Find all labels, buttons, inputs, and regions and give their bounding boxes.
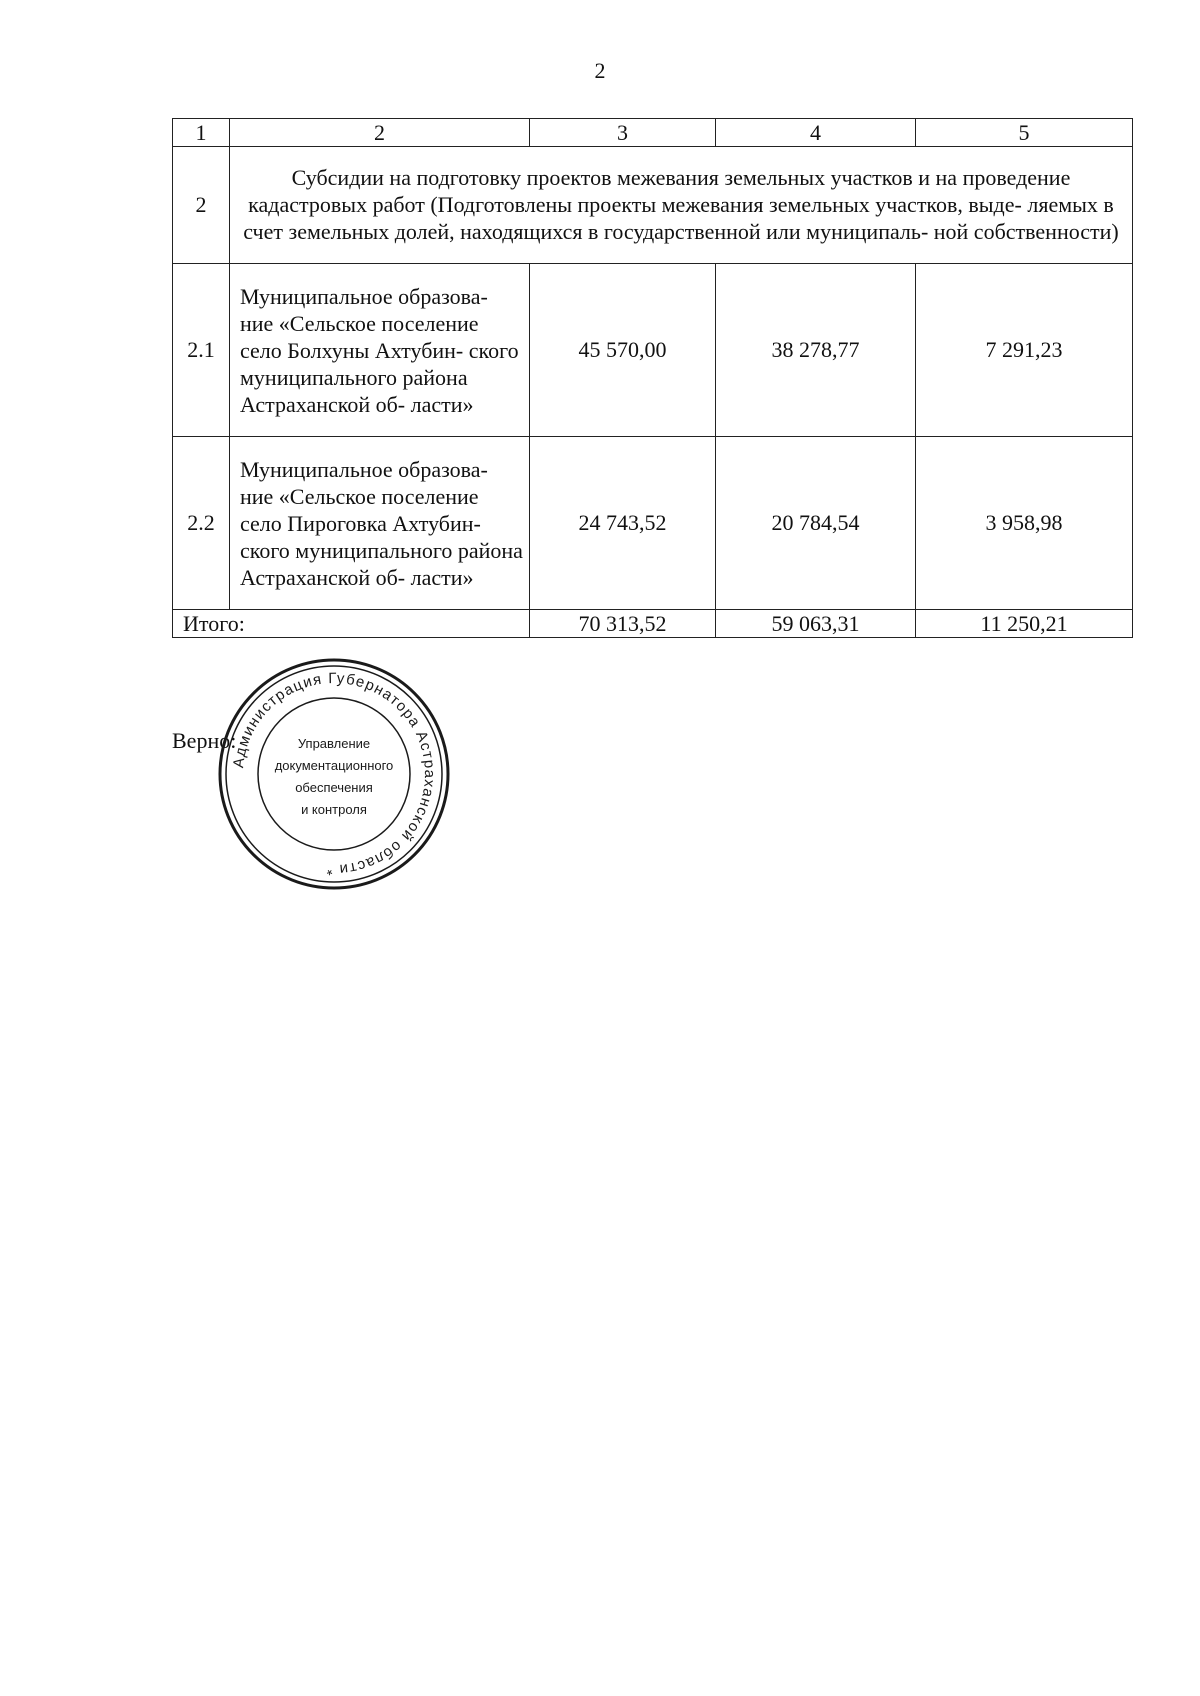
stamp-center-line-4: и контроля (301, 802, 367, 817)
stamp-center-line-1: Управление (297, 736, 371, 751)
stamp-inner-ring (258, 698, 410, 850)
municipality-name: Муниципальное образова- ние «Сельское поселение село Болхуны Ахтубин- ского муниципального района Астраханской об- ласти» (230, 264, 530, 437)
row-number: 2.2 (173, 437, 230, 610)
total-row (173, 610, 1133, 638)
total-col4: 59 063,31 (716, 610, 916, 638)
column-number-3: 3 (530, 119, 716, 147)
table-row (173, 264, 1133, 437)
stamp-ring-text: Администрация Губернатора Астраханской области * (230, 669, 439, 879)
value-col3: 24 743,52 (530, 437, 716, 610)
total-label: Итого: (173, 610, 530, 638)
table-row (173, 437, 1133, 610)
column-number-2: 2 (230, 119, 530, 147)
column-number-5: 5 (916, 119, 1133, 147)
column-number-1: 1 (173, 119, 230, 147)
value-col4: 38 278,77 (716, 264, 916, 437)
stamp-center-line-3: обеспечения (295, 780, 373, 795)
total-col5: 11 250,21 (916, 610, 1133, 638)
section-title: Субсидии на подготовку проектов межевания земельных участков и на проведение кадастровых работ (Подготовлены проекты межевания земельных участков, выде- ляемых в счет земельных долей, находящихся в государственной или муниципаль- ной собственности) (230, 147, 1133, 264)
column-number-row (173, 119, 1133, 147)
verification-label: Верно: (172, 728, 237, 753)
official-seal-stamp (216, 656, 452, 892)
section-number: 2 (173, 147, 230, 264)
page-number: 2 (594, 58, 606, 83)
stamp-outer-ring (220, 660, 448, 888)
row-number: 2.1 (173, 264, 230, 437)
value-col4: 20 784,54 (716, 437, 916, 610)
section-row (173, 147, 1133, 264)
stamp-center-line-2: документационного (274, 758, 394, 773)
municipality-name: Муниципальное образова- ние «Сельское поселение село Пироговка Ахтубин- ского муниципального района Астраханской об- ласти» (230, 437, 530, 610)
value-col3: 45 570,00 (530, 264, 716, 437)
value-col5: 3 958,98 (916, 437, 1133, 610)
subsidy-table (172, 118, 1133, 638)
column-number-4: 4 (716, 119, 916, 147)
value-col5: 7 291,23 (916, 264, 1133, 437)
total-col3: 70 313,52 (530, 610, 716, 638)
